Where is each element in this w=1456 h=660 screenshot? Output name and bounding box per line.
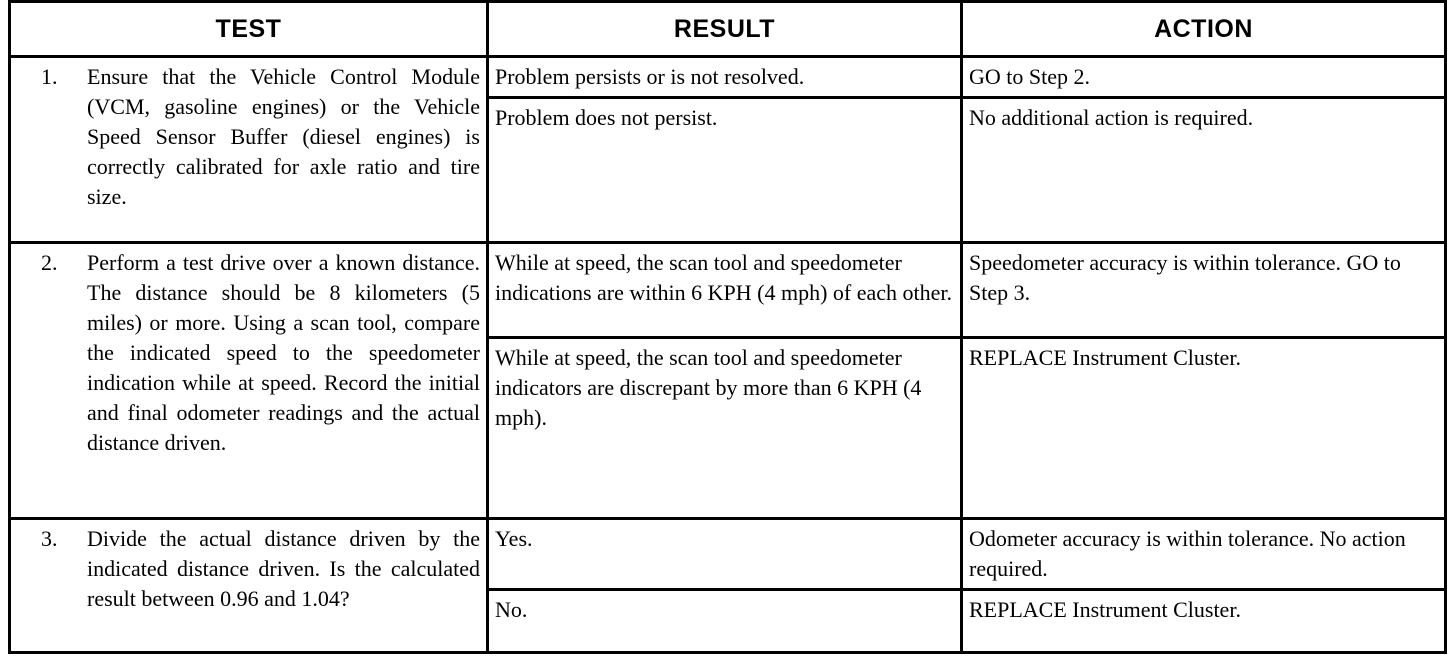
result-text: No. bbox=[495, 597, 528, 622]
action-cell bbox=[962, 338, 1446, 519]
header-row bbox=[10, 2, 1446, 57]
diagnostic-table bbox=[8, 0, 1447, 654]
action-cell bbox=[962, 98, 1446, 243]
action-text: Speedometer accuracy is within tolerance. GO to Step 3. bbox=[969, 250, 1401, 305]
result-cell bbox=[488, 243, 962, 338]
action-text: No additional action is required. bbox=[969, 105, 1254, 130]
header-result: RESULT bbox=[488, 2, 962, 57]
result-text: Yes. bbox=[495, 526, 533, 551]
table-row bbox=[10, 519, 1446, 590]
result-cell bbox=[488, 338, 962, 519]
step-text: Ensure that the Vehicle Control Module (VCM, gasoline engines) or the Vehicle Speed Sensor Buffer (diesel engines) is correctly calibrated for axle ratio and tire size. bbox=[87, 64, 480, 209]
action-cell bbox=[962, 57, 1446, 98]
result-text: While at speed, the scan tool and speedometer indications are within 6 KPH (4 mph) of each other. bbox=[495, 250, 953, 305]
step-text: Divide the actual distance driven by the indicated distance driven. Is the calculated result between 0.96 and 1.04? bbox=[87, 526, 480, 611]
action-cell bbox=[962, 519, 1446, 590]
test-cell-step-3 bbox=[10, 519, 488, 653]
result-text: Problem persists or is not resolved. bbox=[495, 64, 805, 89]
action-cell bbox=[962, 243, 1446, 338]
action-text: REPLACE Instrument Cluster. bbox=[969, 345, 1241, 370]
header-test: TEST bbox=[10, 2, 488, 57]
action-text: REPLACE Instrument Cluster. bbox=[969, 597, 1241, 622]
action-cell bbox=[962, 590, 1446, 653]
result-cell bbox=[488, 57, 962, 98]
step-number: 2. bbox=[41, 250, 58, 275]
result-cell bbox=[488, 590, 962, 653]
result-cell bbox=[488, 98, 962, 243]
header-action: ACTION bbox=[962, 2, 1446, 57]
step-number: 3. bbox=[41, 526, 58, 551]
step-number: 1. bbox=[41, 64, 58, 89]
table-row bbox=[10, 57, 1446, 98]
result-text: Problem does not persist. bbox=[495, 105, 718, 130]
result-text: While at speed, the scan tool and speedometer indicators are discrepant by more than 6 KPH (4 mph). bbox=[495, 345, 922, 430]
result-cell bbox=[488, 519, 962, 590]
table-row bbox=[10, 243, 1446, 338]
test-cell-step-1 bbox=[10, 57, 488, 243]
action-text: GO to Step 2. bbox=[969, 64, 1090, 89]
action-text: Odometer accuracy is within tolerance. No action required. bbox=[969, 526, 1406, 581]
test-cell-step-2 bbox=[10, 243, 488, 519]
step-text: Perform a test drive over a known distance. The distance should be 8 kilometers (5 miles) or more. Using a scan tool, compare the indicated speed to the speedometer indication while at speed. Record the initial and final odometer readings and the actual distance driven. bbox=[87, 250, 480, 455]
